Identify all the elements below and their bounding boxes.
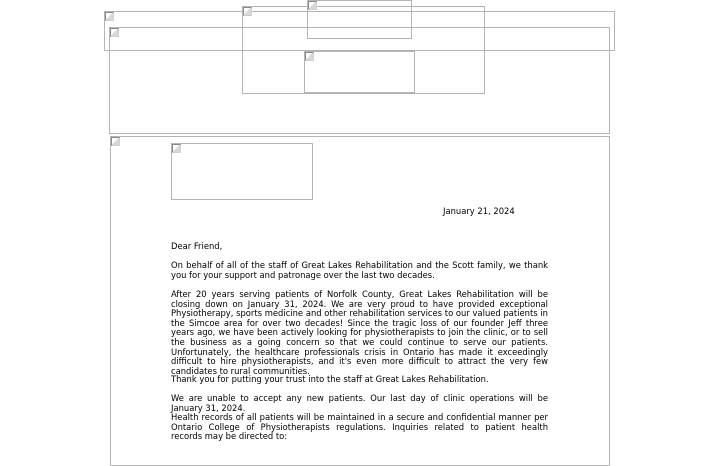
letter-date: January 21, 2024 bbox=[443, 206, 515, 216]
header-top-image-frame bbox=[307, 0, 412, 39]
letter-paragraph bbox=[171, 394, 548, 442]
health-records-paragraph: Health records of all patients will be maintained in a secure and confidential manner per Ontario College of Physiotherapists regulations. Inquiries related to patient health records may be directed to: bbox=[171, 412, 548, 442]
letter-paragraph bbox=[171, 375, 548, 385]
letterhead-logo-frame bbox=[171, 143, 313, 200]
letter-paragraph bbox=[171, 290, 548, 376]
broken-image-icon bbox=[308, 1, 317, 10]
broken-image-icon bbox=[111, 137, 120, 146]
header-center-image-frame bbox=[304, 51, 415, 93]
letter-paragraph bbox=[171, 261, 548, 280]
last-day-paragraph: We are unable to accept any new patients. Our last day of clinic operations will be January 31, 2024. bbox=[171, 393, 548, 413]
broken-image-icon bbox=[305, 52, 314, 61]
broken-image-icon bbox=[243, 7, 252, 16]
broken-image-icon bbox=[172, 144, 181, 153]
trust-paragraph: Thank you for putting your trust into the staff at Great Lakes Rehabilitation. bbox=[171, 374, 489, 384]
letter-body bbox=[171, 242, 548, 252]
broken-image-icon bbox=[105, 12, 114, 21]
thank-you-paragraph: On behalf of all of the staff of Great Lakes Rehabilitation and the Scott family, we thank you for your support and patronage over the last two decades. bbox=[171, 260, 548, 280]
broken-image-icon bbox=[110, 28, 119, 37]
letter-salutation: Dear Friend, bbox=[171, 241, 223, 251]
closing-announcement-paragraph: After 20 years serving patients of Norfolk County, Great Lakes Rehabilitation will be closing down on January 31, 2024. We are very proud to have provided exceptional Physiotherapy, sports medicine and other rehabilitation services to our valued patients in the Simcoe area for over two decades! Since the tragic loss of our founder Jeff three years ago, we have been actively looking for physiotherapists to join the clinic, or to sell the business as a going concern so that we could continue to serve our patients. Unfortunately, the healthcare professionals crisis in Ontario has made it exceedingly difficult to hire physiotherapists, and it's even more difficult to attract the very few candidates to rural communities. bbox=[171, 289, 548, 376]
